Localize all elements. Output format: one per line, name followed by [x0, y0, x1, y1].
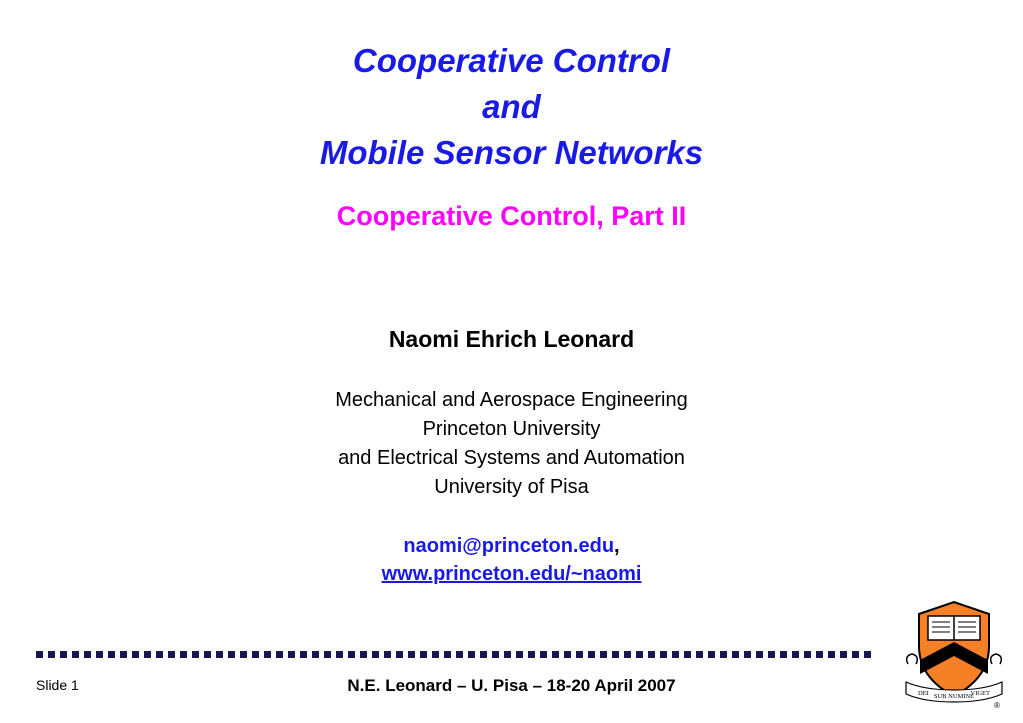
registered-mark: ® [994, 701, 1000, 708]
contact-info [0, 532, 1023, 588]
title-line-1: Cooperative Control [352, 42, 671, 79]
homepage-link[interactable]: www.princeton.edu/~naomi [381, 563, 642, 585]
title-line-3: Mobile Sensor Networks [319, 134, 704, 171]
affiliation-line-4: University of Pisa [434, 476, 589, 498]
email-comma: , [614, 535, 620, 557]
slide-subtitle: Cooperative Control, Part II [336, 201, 687, 231]
motto-right: VIGET [970, 690, 990, 697]
affiliation-line-1: Mechanical and Aerospace Engineering [335, 389, 688, 411]
slide-title [0, 38, 1023, 176]
email-link[interactable]: naomi@princeton.edu [403, 535, 615, 557]
affiliation-line-3: and Electrical Systems and Automation [338, 447, 685, 469]
author-name: Naomi Ehrich Leonard [388, 326, 635, 352]
title-line-2: and [482, 88, 541, 125]
motto-left: DEI [918, 690, 929, 697]
slide-number: Slide 1 [36, 677, 79, 693]
affiliation-line-2: Princeton University [422, 418, 601, 440]
affiliation [0, 386, 1023, 502]
motto-center: SUB NUMINE [933, 693, 975, 700]
footer-divider [36, 651, 876, 658]
princeton-shield-logo [904, 598, 1004, 708]
footer-text: N.E. Leonard – U. Pisa – 18-20 April 2007 [347, 676, 676, 695]
